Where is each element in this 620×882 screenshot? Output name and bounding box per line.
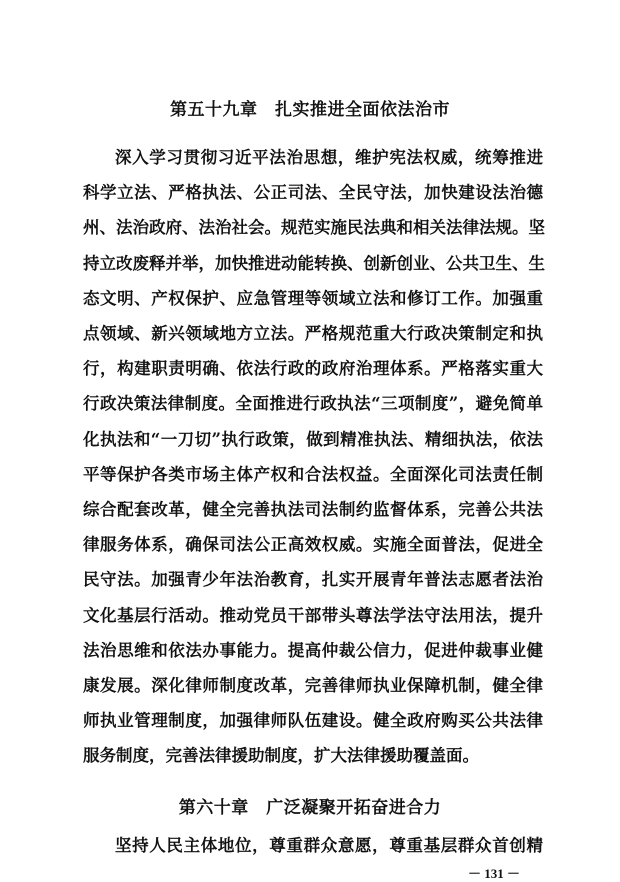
paragraph-line: 师执业管理制度，加强律师队伍建设。健全政府购买公共法律 [83, 711, 543, 730]
paragraph-line: 法治思维和依法办事能力。提高仲裁公信力，促进仲裁事业健 [83, 641, 543, 660]
page-number: － 131 － [468, 866, 521, 881]
paragraph-line: 服务制度，完善法律援助制度，扩大法律援助覆盖面。 [83, 746, 479, 765]
paragraph-line: 综合配套改革，健全完善执法司法制约监督体系，完善公共法 [83, 500, 543, 519]
paragraph-line: 点领域、新兴领域地方立法。严格规范重大行政决策制定和执 [83, 324, 543, 343]
chapter-59-heading: 第五十九章 扎实推进全面依法治市 [170, 100, 450, 120]
paragraph-line: 行，构建职责明确、依法行政的政府治理体系。严格落实重大 [83, 359, 543, 378]
paragraph-line: 州、法治政府、法治社会。规范实施民法典和相关法律法规。坚 [83, 218, 545, 237]
paragraph-line: 平等保护各类市场主体产权和合法权益。全面深化司法责任制 [83, 465, 543, 484]
paragraph-line: 深入学习贯彻习近平法治思想，维护宪法权威，统筹推进 [115, 148, 543, 167]
chapter-60-heading: 第六十章 广泛凝聚开拓奋进合力 [178, 798, 442, 818]
paragraph-line: 文化基层行活动。推动党员干部带头尊法学法守法用法，提升 [83, 606, 543, 625]
paragraph-line: 态文明、产权保护、应急管理等领域立法和修订工作。加强重 [83, 289, 543, 308]
paragraph-line: 民守法。加强青少年法治教育，扎实开展青年普法志愿者法治 [83, 570, 543, 589]
paragraph-line: 科学立法、严格执法、公正司法、全民守法，加快建设法治德 [83, 183, 543, 202]
paragraph-line: 化执法和“一刀切”执行政策，做到精准执法、精细执法，依法 [83, 430, 543, 449]
paragraph-line: 坚持人民主体地位，尊重群众意愿，尊重基层群众首创精 [115, 836, 543, 855]
paragraph-line: 行政决策法律制度。全面推进行政执法“三项制度”，避免简单 [83, 394, 543, 413]
paragraph-line: 康发展。深化律师制度改革，完善律师执业保障机制，健全律 [83, 676, 543, 695]
paragraph-line: 持立改废释并举，加快推进动能转换、创新创业、公共卫生、生 [83, 254, 545, 273]
paragraph-line: 律服务体系，确保司法公正高效权威。实施全面普法，促进全 [83, 535, 543, 554]
